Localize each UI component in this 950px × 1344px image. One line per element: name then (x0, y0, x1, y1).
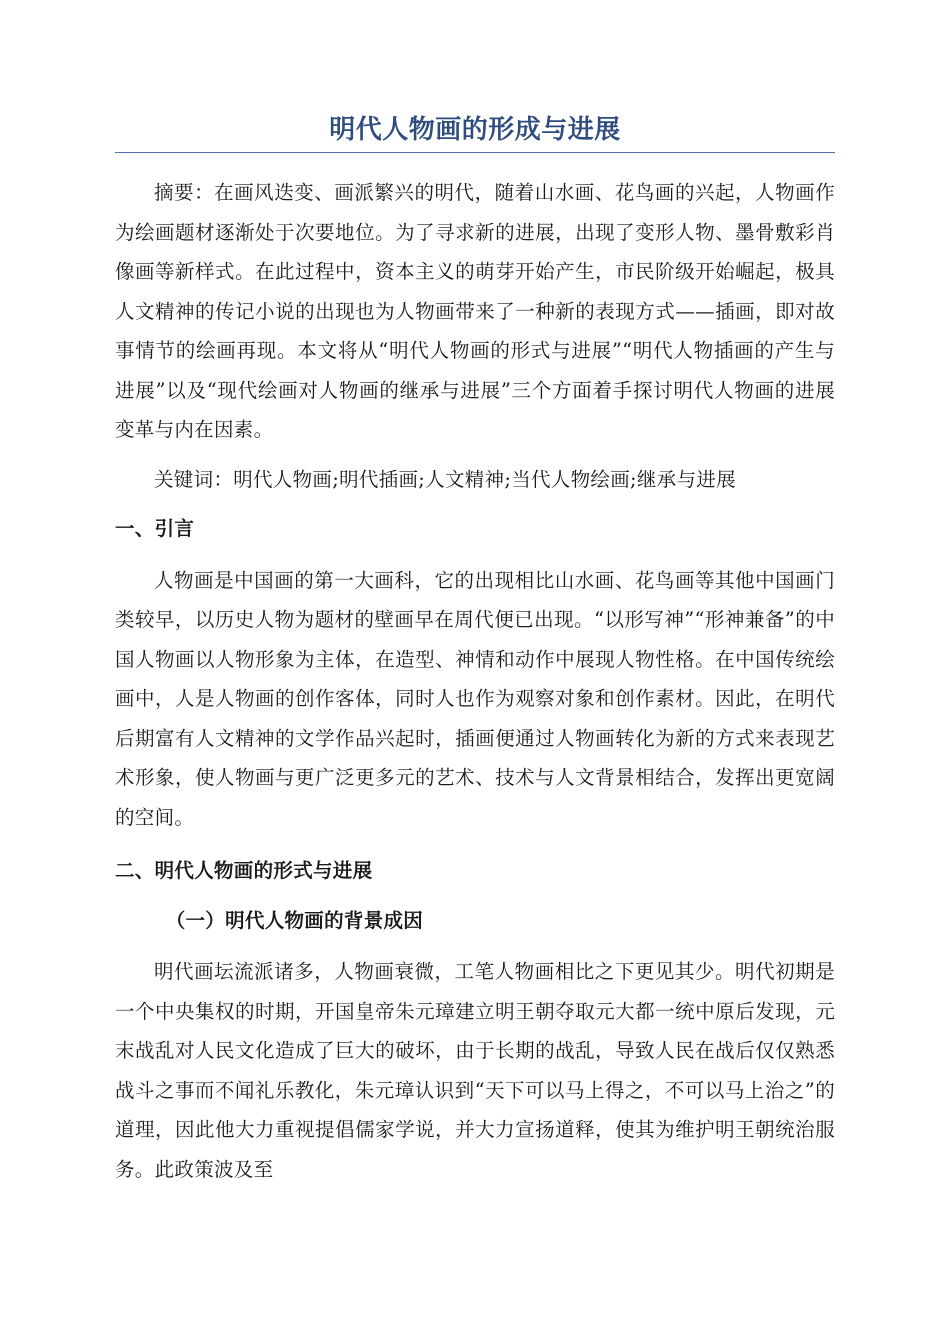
document-title: 明代人物画的形成与进展 (115, 110, 835, 153)
abstract-paragraph: 摘要：在画风迭变、画派繁兴的明代，随着山水画、花鸟画的兴起，人物画作为绘画题材逐渐处于次要地位。为了寻求新的进展，出现了变形人物、墨骨敷彩肖像画等新样式。在此过程中，资本主义的萌芽开始产生，市民阶级开始崛起，极具人文精神的传记小说的出现也为人物画带来了一种新的表现方式——插画，即对故事情节的绘画再现。本文将从“明代人物画的形式与进展”“明代人物插画的产生与进展”以及“现代绘画对人物画的继承与进展”三个方面着手探讨明代人物画的进展变革与内在因素。 (115, 181, 835, 441)
keywords-line: 关键词：明代人物画;明代插画;人文精神;当代人物绘画;继承与进展 (154, 467, 736, 491)
section-heading-introduction: 一、引言 (115, 517, 195, 540)
introduction-paragraph: 人物画是中国画的第一大画科，它的出现相比山水画、花鸟画等其他中国画门类较早，以历史人物为题材的壁画早在周代便已出现。“以形写神”“形神兼备”的中国人物画以人物形象为主体，在造型、神情和动作中展现人物性格。在中国传统绘画中，人是人物画的创作客体，同时人也作为观察对象和创作素材。因此，在明代后期富有人文精神的文学作品兴起时，插画便通过人物画转化为新的方式来表现艺术形象，使人物画与更广泛更多元的艺术、技术与人文背景相结合，发挥出更宽阔的空间。 (115, 568, 835, 829)
subsection-heading-background: （一）明代人物画的背景成因 (165, 908, 424, 932)
background-paragraph: 明代画坛流派诸多，人物画衰微，工笔人物画相比之下更见其少。明代初期是一个中央集权的时期，开国皇帝朱元璋建立明王朝夺取元大都一统中原后发现，元末战乱对人民文化造成了巨大的破坏，由于长期的战乱，导致人民在战后仅仅熟悉战斗之事而不闻礼乐教化，朱元璋认识到“天下可以马上得之，不可以马上治之”的道理，因此他大力重视提倡儒家学说，并大力宣扬道释，使其为维护明王朝统治服务。此政策波及至 (115, 960, 835, 1181)
document-page (115, 110, 835, 1189)
section-heading-forms-and-development: 二、明代人物画的形式与进展 (115, 859, 373, 882)
